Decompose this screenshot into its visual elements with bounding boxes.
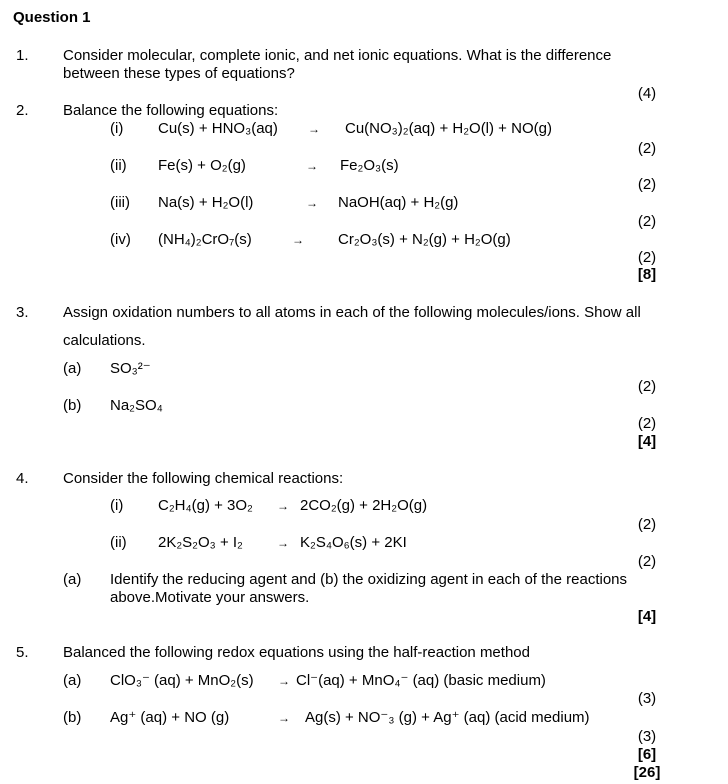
q2-item-products: Cu(NO₃)₂(aq) + H₂O(l) + NO(g) [345,120,552,137]
q4-reaction-reactants: 2K₂S₂O₃ + I₂ [158,534,243,551]
q5-item-reactants: ClO₃⁻ (aq) + MnO₂(s) [110,672,254,689]
q2-number: 2. [16,102,29,119]
q2-item-mark: (2) [637,249,657,266]
q3-item-mark: (2) [637,415,657,432]
q2-item-label: (i) [110,120,124,137]
q5-item-label: (a) [63,672,82,689]
q2-item-products: NaOH(aq) + H₂(g) [338,194,459,211]
q4-reaction-label: (i) [110,497,124,514]
q3-item-mark: (2) [637,378,657,395]
q5-total: [6] [637,746,657,763]
q4-reaction-products: K₂S₄O₆(s) + 2KI [300,534,407,551]
q4-total: [4] [637,608,657,625]
reaction-arrow-icon: → [278,711,290,725]
q5-item-mark: (3) [637,728,657,745]
q2-item-reactants: Cu(s) + HNO₃(aq) [158,120,278,137]
q2-item-label: (ii) [110,157,127,174]
q1-number: 1. [16,47,29,64]
q2-item-reactants: Na(s) + H₂O(l) [158,194,254,211]
q4-reaction-products: 2CO₂(g) + 2H₂O(g) [300,497,428,514]
q3-item-label: (b) [63,397,82,414]
q2-total: [8] [637,266,657,283]
reaction-arrow-icon: → [277,536,289,550]
q1-mark: (4) [637,85,657,102]
q4-part-label: (a) [63,571,82,588]
q2-item-label: (iv) [110,231,131,248]
q2-item-reactants: Fe(s) + O₂(g) [158,157,246,174]
q2-item-mark: (2) [637,176,657,193]
grand-total: [26] [633,764,661,781]
q4-prompt: Consider the following chemical reactions: [63,470,344,487]
q2-item-reactants: (NH₄)₂CrO₇(s) [158,231,252,248]
q4-reaction-reactants: C₂H₄(g) + 3O₂ [158,497,253,514]
reaction-arrow-icon: → [306,196,318,210]
q5-item-reactants: Ag⁺ (aq) + NO (g) [110,709,230,726]
reaction-arrow-icon: → [278,674,290,688]
page-title: Question 1 [13,9,91,26]
q3-total: [4] [637,433,657,450]
reaction-arrow-icon: → [277,499,289,513]
q5-item-products: Ag(s) + NO⁻₃ (g) + Ag⁺ (aq) (acid medium) [305,709,590,726]
q5-number: 5. [16,644,29,661]
q4-number: 4. [16,470,29,487]
q3-item-formula: SO₃²⁻ [110,360,151,377]
q3-item-formula: Na₂SO₄ [110,397,163,414]
q4-part-text-line1: Identify the reducing agent and (b) the oxidizing agent in each of the reactions [110,571,628,588]
q2-item-mark: (2) [637,213,657,230]
q3-text-line1: Assign oxidation numbers to all atoms in each of the following molecules/ions. Show all [63,304,641,321]
q4-reaction-mark: (2) [637,553,657,570]
q4-reaction-label: (ii) [110,534,127,551]
q2-item-products: Fe₂O₃(s) [340,157,399,174]
q3-number: 3. [16,304,29,321]
q5-item-products: Cl⁻(aq) + MnO₄⁻ (aq) (basic medium) [296,672,546,689]
q2-item-mark: (2) [637,140,657,157]
q2-prompt: Balance the following equations: [63,102,279,119]
q4-part-text-line2: above.Motivate your answers. [110,589,310,606]
q3-text-line2: calculations. [63,332,146,349]
q5-item-mark: (3) [637,690,657,707]
q1-text-line2: between these types of equations? [63,65,295,82]
q3-item-label: (a) [63,360,82,377]
q5-item-label: (b) [63,709,82,726]
q2-item-products: Cr₂O₃(s) + N₂(g) + H₂O(g) [338,231,511,248]
q4-reaction-mark: (2) [637,516,657,533]
reaction-arrow-icon: → [308,122,320,136]
reaction-arrow-icon: → [306,159,318,173]
q1-text-line1: Consider molecular, complete ionic, and net ionic equations. What is the difference [63,47,612,64]
reaction-arrow-icon: → [292,233,304,247]
q5-prompt: Balanced the following redox equations using the half-reaction method [63,644,530,661]
q2-item-label: (iii) [110,194,130,211]
